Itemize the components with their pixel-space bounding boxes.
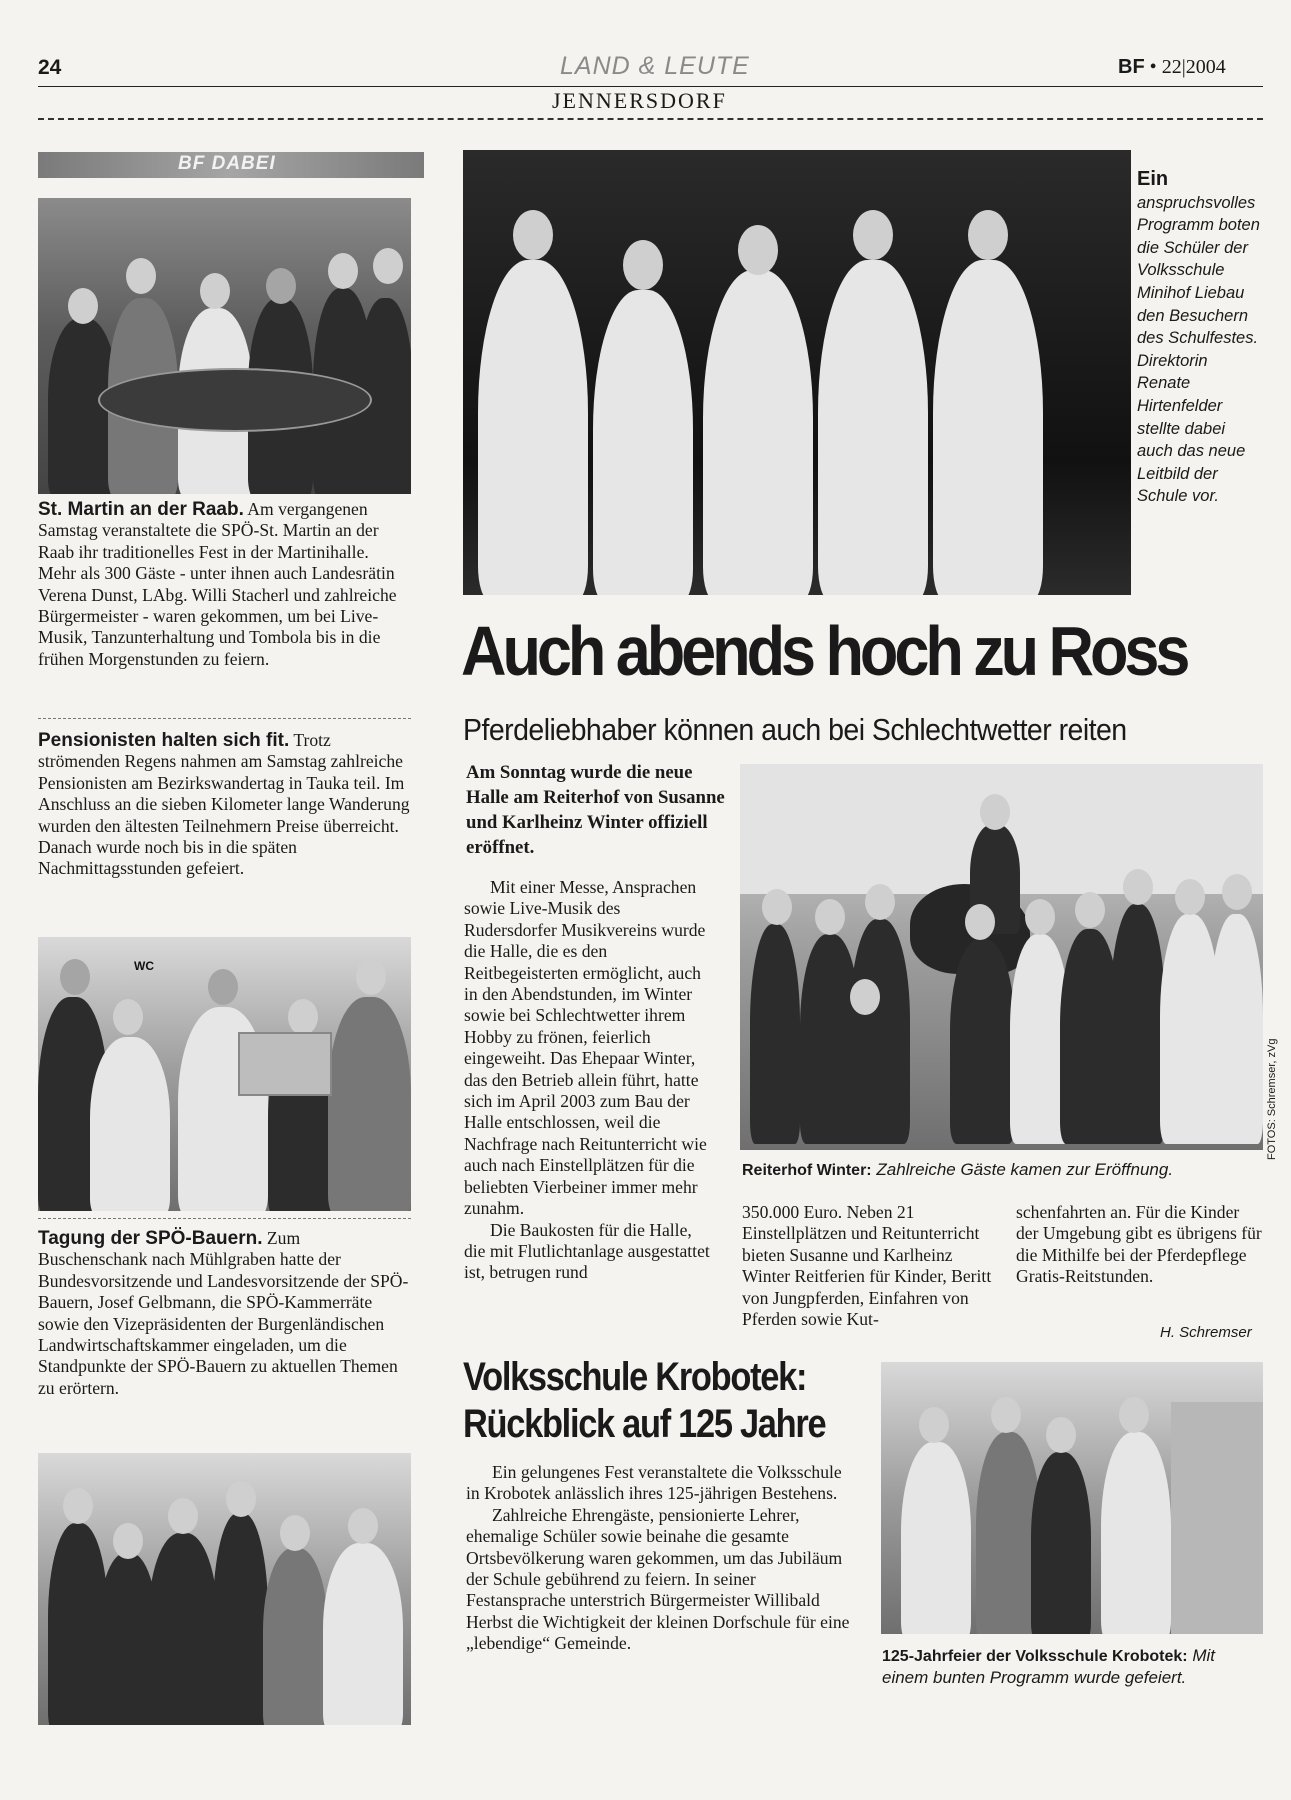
sidebar-item-1-body: Am vergangenen Samstag veranstaltete die SPÖ-St. Martin an der Raab ihr traditionelles Fest in der Martinihalle. Mehr als 300 Gäste - unter ihnen auch Landesrätin Verena Dunst, LAbg. Willi Stacherl und zahlreiche Bürgermeister - waren gekommen, um bei Live-Musik, Tanzunterhaltung und Tombola bis in die frühen Morgenstunden zu feiern.	[38, 499, 397, 669]
publication-name: BF	[1118, 56, 1145, 78]
sidebar-item-2-title: Pensionisten halten sich fit.	[38, 730, 290, 751]
main-col-1	[464, 877, 714, 1284]
main-byline: H. Schremser	[1160, 1324, 1252, 1341]
krobotek-photo	[881, 1362, 1263, 1634]
sidebar-photo-party	[38, 198, 411, 494]
reiterhof-caption	[742, 1160, 1272, 1180]
issue-number: 22|2004	[1161, 56, 1226, 78]
main-subheadline: Pferdeliebhaber können auch bei Schlechtwetter reiten	[463, 712, 1127, 747]
school-festival-caption-text: anspruchsvolles Programm boten die Schüler der Volksschule Minihof Liebau den Besuchern des Schulfestes. Direktorin Renate Hirtenfelder stellte dabei auch das neue Leitbild der Schule vor.	[1137, 193, 1260, 506]
school-headline	[463, 1354, 825, 1448]
sidebar-photo-farmers	[38, 1453, 411, 1725]
wc-sign: WC	[134, 959, 154, 973]
school-body-p2: Zahlreiche Ehrengäste, pensionierte Lehrer, ehemalige Schüler sowie beinahe die gesamte Ortsbevölkerung waren gekommen, um das Jubiläum der Schule gebührend zu feiern. In seiner Festansprache unterstrich Bürgermeister Willibald Herbst die Wichtigkeit der kleinen Dorfschule für eine „lebendige“ Gemeinde.	[466, 1504, 850, 1654]
main-col-3	[1016, 1202, 1262, 1288]
section-subtitle: JENNERSDORF	[552, 88, 727, 113]
school-headline-line-1: Volksschule Krobotek:	[463, 1355, 807, 1399]
main-col-2-text: 350.000 Euro. Neben 21 Einstellplätzen und Reitunterricht bieten Susanne und Karlheinz Winter Reitferien für Kinder, Beritt von Jungpferden, Einfahren von Pferden sowie Kut-	[742, 1202, 992, 1330]
school-headline-line-2: Rückblick auf 125 Jahre	[463, 1402, 826, 1446]
main-col-1-p2: Die Baukosten für die Halle, die mit Flutlichtanlage ausgestattet ist, betrugen rund	[464, 1219, 710, 1283]
school-body	[466, 1462, 850, 1655]
main-headline: Auch abends hoch zu Ross	[461, 612, 1187, 690]
section-title: LAND & LEUTE	[560, 52, 750, 80]
issue-separator: •	[1149, 56, 1162, 78]
krobotek-caption-text: Mit einem bunten Programm wurde gefeiert.	[882, 1646, 1215, 1687]
main-lead: Am Sonntag wurde die neue Halle am Reiterhof von Susanne und Karlheinz Winter offiziell eröffnet.	[466, 762, 725, 858]
main-col-2	[742, 1202, 992, 1330]
header-rule	[38, 86, 1263, 87]
photo-credit: FOTOS: Schremser, zVg	[1266, 1038, 1278, 1160]
sidebar-item-1-title: St. Martin an der Raab.	[38, 499, 244, 520]
sidebar-photo-pensioners	[38, 937, 411, 1211]
school-body-p1: Ein gelungenes Fest veranstaltete die Volksschule in Krobotek anlässlich ihres 125-jährigen Bestehens.	[466, 1462, 842, 1504]
school-festival-caption-lead: Ein	[1137, 168, 1169, 190]
sidebar-item-3-title: Tagung der SPÖ-Bauern.	[38, 1228, 263, 1249]
sidebar-item-2	[38, 730, 411, 880]
sidebar-item-1	[38, 499, 411, 670]
sidebar-banner-label: BF DABEI	[178, 153, 276, 174]
sidebar-item-1-text	[38, 499, 411, 670]
sidebar-divider-2	[38, 1218, 411, 1219]
header-dashed-rule	[38, 118, 1263, 120]
publication-issue	[1118, 56, 1226, 79]
reiterhof-caption-text: Zahlreiche Gäste kamen zur Eröffnung.	[871, 1160, 1174, 1179]
page-number: 24	[38, 56, 62, 79]
krobotek-caption-lead: 125-Jahrfeier der Volksschule Krobotek:	[882, 1648, 1188, 1665]
reiterhof-photo	[740, 764, 1263, 1150]
sidebar-item-3	[38, 1228, 411, 1399]
school-festival-caption	[1137, 168, 1265, 508]
krobotek-caption	[882, 1645, 1264, 1688]
reiterhof-caption-lead: Reiterhof Winter:	[742, 1162, 872, 1179]
sidebar-item-3-body: Zum Buschenschank nach Mühlgraben hatte der Bundesvorsitzende und Landesvorsitzende der SPÖ-Bauern, Josef Gelbmann, die SPÖ-Kammerräte sowie den Vizepräsidenten der Burgenländischen Landwirtschaftskammer eingeladen, um die Standpunkte der SPÖ-Bauern zu aktuellen Themen zu erörtern.	[38, 1228, 409, 1398]
main-col-3-text: schenfahrten an. Für die Kinder der Umgebung gibt es übrigens für die Mithilfe bei der Pferdepflege Gratis-Reitstunden.	[1016, 1202, 1262, 1287]
sidebar-item-2-text	[38, 730, 411, 880]
sidebar-divider-1	[38, 718, 411, 719]
main-col-1-p1: Mit einer Messe, Ansprachen sowie Live-Musik des Rudersdorfer Musikvereins wurde die Halle, die es den Reitbegeisterten ermöglicht, auch in den Abendstunden, im Winter sowie bei Schlechtwetter ihrem Hobby zu frönen, feierlich eingeweiht. Das Ehepaar Winter, das den Betrieb allein führt, hatte sich im April 2003 zum Bau der Halle entschlossen, weil die Nachfrage nach Reitunterricht wie auch nach Einstellplätzen für die beliebten Vierbeiner immer mehr zunahm.	[464, 877, 707, 1219]
sidebar-item-2-body: Trotz strömenden Regens nahmen am Samstag zahlreiche Pensionisten am Bezirkswandertag in Tauka teil. Im Anschluss an die sieben Kilometer lange Wanderung wurden den ältesten Teilnehmern Preise überreicht. Danach wurde noch bis in die späten Nachmittagsstunden gefeiert.	[38, 730, 410, 879]
sidebar-banner	[38, 152, 424, 178]
sidebar-item-3-text	[38, 1228, 411, 1399]
school-festival-photo	[463, 150, 1131, 595]
